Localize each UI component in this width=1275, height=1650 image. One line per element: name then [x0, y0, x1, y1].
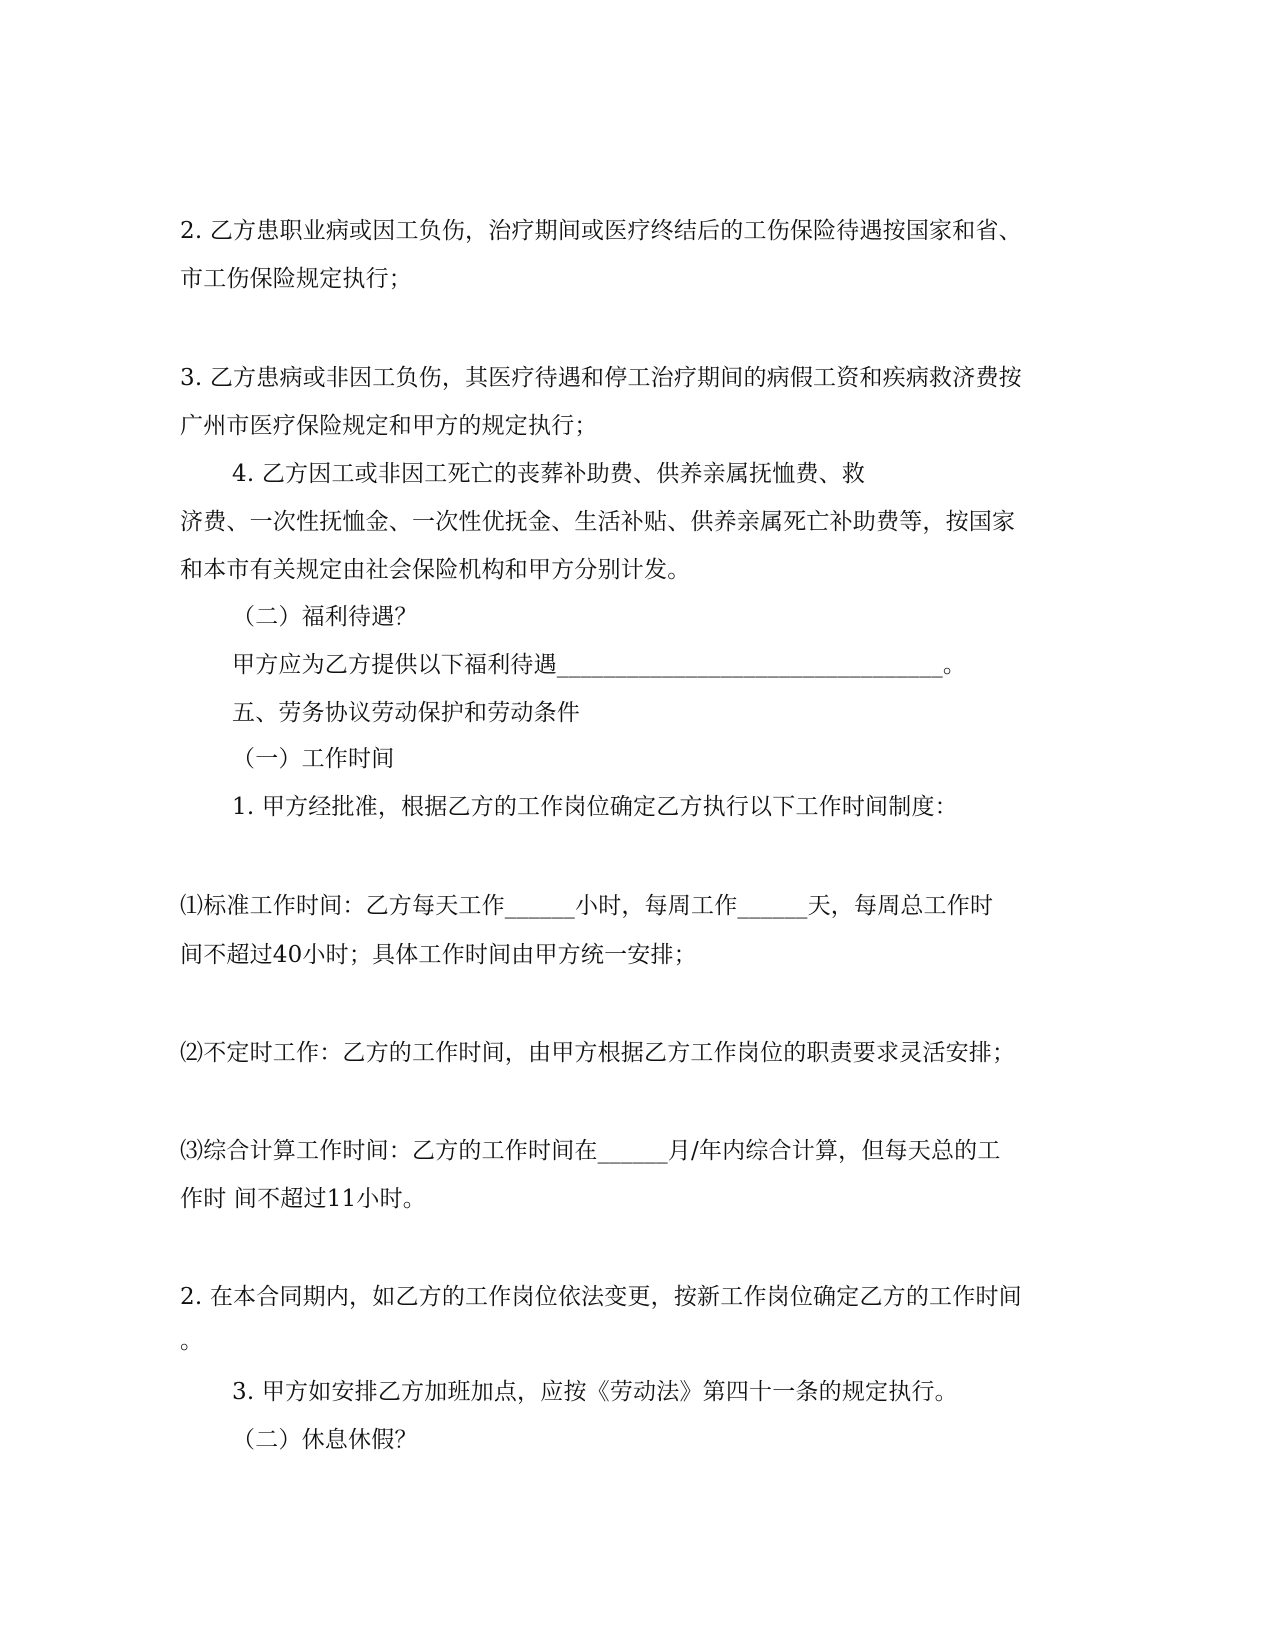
paragraph-4-line-2: 济费、一次性抚恤金、一次性优抚金、生活补贴、供养亲属死亡补助费等，按国家: [180, 509, 1016, 535]
comprehensive-hours-line-1: ⑶综合计算工作时间：乙方的工作时间在______月/年内综合计算，但每天总的工: [180, 1138, 1001, 1164]
welfare-fill-in-line: 甲方应为乙方提供以下福利待遇_________________________________。: [232, 652, 967, 678]
working-hours-item-1: 1. 甲方经批准，根据乙方的工作岗位确定乙方执行以下工作时间制度：: [232, 794, 958, 820]
paragraph-3-line-2: 广州市医疗保险规定和甲方的规定执行；: [180, 413, 598, 439]
standard-hours-line-1: ⑴标准工作时间：乙方每天工作______小时，每周工作______天，每周总工作时: [180, 893, 994, 919]
working-hours-item-2-line-2: 。: [180, 1328, 204, 1354]
section-rest-leave-heading: （二）休息休假？: [232, 1427, 418, 1453]
comprehensive-hours-line-2: 作时 间不超过11小时。: [180, 1186, 426, 1212]
paragraph-2-line-1: 2. 乙方患职业病或因工负伤，治疗期间或医疗终结后的工伤保险待遇按国家和省、: [180, 218, 1022, 244]
standard-hours-line-2: 间不超过40小时；具体工作时间由甲方统一安排；: [180, 942, 697, 968]
working-hours-item-2-line-1: 2. 在本合同期内，如乙方的工作岗位依法变更，按新工作岗位确定乙方的工作时间: [180, 1284, 1022, 1310]
flexible-hours-line: ⑵不定时工作：乙方的工作时间，由甲方根据乙方工作岗位的职责要求灵活安排；: [180, 1040, 1016, 1066]
section-five-heading: 五、劳务协议劳动保护和劳动条件: [232, 700, 580, 726]
paragraph-4-line-1: 4. 乙方因工或非因工死亡的丧葬补助费、供养亲属抚恤费、救: [232, 461, 866, 487]
working-hours-item-3: 3. 甲方如安排乙方加班加点，应按《劳动法》第四十一条的规定执行。: [232, 1379, 958, 1405]
paragraph-2-line-2: 市工伤保险规定执行；: [180, 266, 412, 292]
paragraph-4-line-3: 和本市有关规定由社会保险机构和甲方分别计发。: [180, 557, 691, 583]
section-working-hours-heading: （一）工作时间: [232, 746, 395, 772]
section-welfare-heading: （二）福利待遇？: [232, 604, 418, 630]
paragraph-3-line-1: 3. 乙方患病或非因工负伤，其医疗待遇和停工治疗期间的病假工资和疾病救济费按: [180, 365, 1022, 391]
